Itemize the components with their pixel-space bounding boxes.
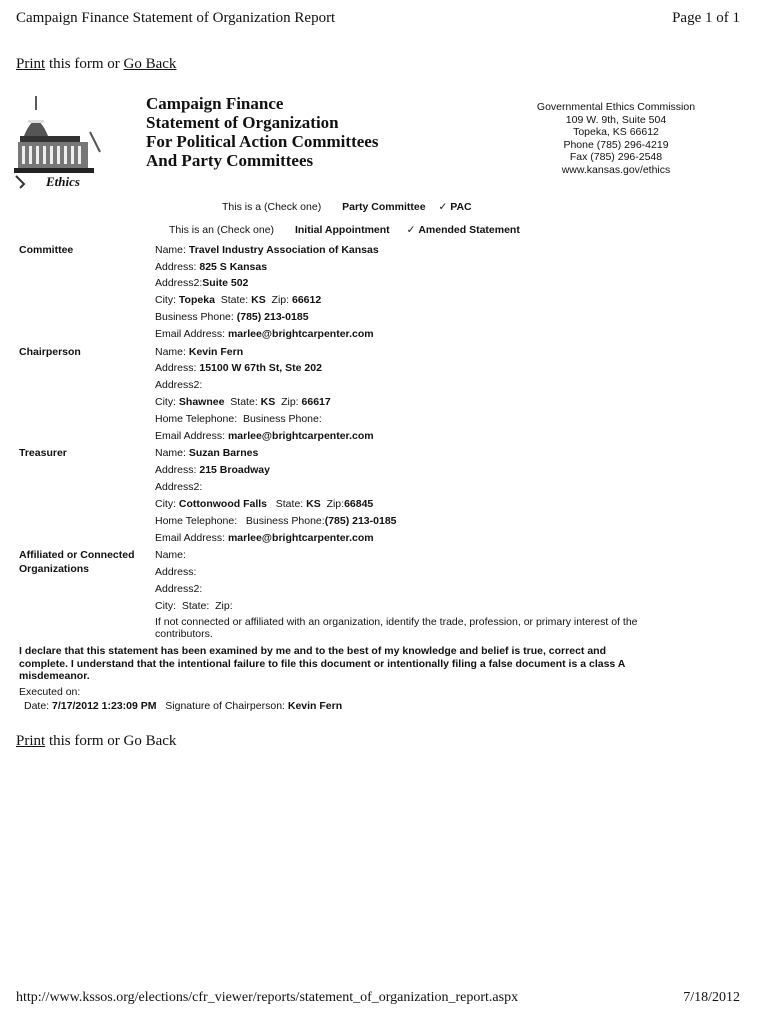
field-label: Zip: bbox=[271, 294, 290, 306]
chairperson-phone-row bbox=[155, 413, 322, 425]
check-mark-icon: ✓ bbox=[406, 224, 416, 236]
field-label: Name: bbox=[155, 549, 186, 561]
field-label: City: bbox=[155, 396, 176, 408]
amended-statement-option[interactable]: Amended Statement bbox=[418, 224, 520, 236]
execution-date: 7/17/2012 1:23:09 PM bbox=[52, 700, 157, 712]
treasurer-address2-row bbox=[155, 481, 202, 493]
committee-phone: (785) 213-0185 bbox=[236, 311, 309, 323]
page-number: Page 1 of 1 bbox=[672, 10, 740, 26]
field-label: Address: bbox=[155, 362, 197, 374]
declaration-line: I declare that this statement has been examined by me and to the best of my knowledge and belief is true, correct and bbox=[19, 645, 606, 657]
bottom-nav bbox=[16, 733, 176, 750]
treasurer-name-row bbox=[155, 447, 258, 459]
field-label: Address: bbox=[155, 261, 197, 273]
committee-phone-row bbox=[155, 311, 309, 323]
field-label: Email Address: bbox=[155, 430, 226, 442]
field-label: Name: bbox=[155, 346, 186, 358]
field-label: Home Telephone: bbox=[155, 413, 238, 425]
form-title-line: Campaign Finance bbox=[146, 94, 284, 113]
chairperson-address2-row bbox=[155, 379, 202, 391]
page-header-title: Campaign Finance Statement of Organization Report bbox=[16, 10, 336, 26]
affiliated-address2-row bbox=[155, 583, 202, 595]
pac-option[interactable]: PAC bbox=[450, 201, 472, 213]
affiliated-section-label bbox=[19, 549, 135, 575]
affiliated-city-row bbox=[155, 600, 233, 612]
affiliated-address-row bbox=[155, 566, 196, 578]
treasurer-city-row bbox=[155, 498, 373, 510]
commission-street: 109 W. 9th, Suite 504 bbox=[565, 113, 667, 126]
chairperson-zip: 66617 bbox=[301, 396, 331, 408]
commission-phone: Phone (785) 296-4219 bbox=[563, 138, 669, 151]
chairperson-name: Kevin Fern bbox=[188, 346, 244, 358]
field-label: Business Phone: bbox=[242, 413, 322, 425]
field-label: Address2: bbox=[155, 379, 203, 391]
top-nav-text: this form or bbox=[45, 56, 124, 72]
committee-email-row bbox=[155, 328, 374, 340]
committee-state: KS bbox=[251, 294, 266, 306]
field-label: Address2: bbox=[155, 583, 203, 595]
declaration-text bbox=[19, 645, 719, 683]
party-committee-option[interactable]: Party Committee bbox=[342, 201, 426, 213]
field-label: State: bbox=[181, 600, 210, 612]
field-label: Address2: bbox=[155, 277, 203, 289]
chairperson-address-row bbox=[155, 362, 322, 374]
committee-address-row bbox=[155, 261, 267, 273]
field-label: Name: bbox=[155, 447, 186, 459]
print-link[interactable]: Print bbox=[16, 733, 46, 749]
field-label: Zip: bbox=[281, 396, 299, 408]
committee-address2-row bbox=[155, 277, 248, 289]
field-label: Address: bbox=[155, 566, 197, 578]
chairperson-section-label: Chairperson bbox=[19, 346, 81, 358]
committee-type-row bbox=[222, 201, 472, 213]
committee-address: 825 S Kansas bbox=[199, 261, 268, 273]
field-label: City: bbox=[155, 600, 176, 612]
treasurer-zip: 66845 bbox=[344, 498, 374, 510]
go-back-link[interactable]: Go Back bbox=[123, 56, 177, 72]
field-label: Business Phone: bbox=[155, 311, 234, 323]
committee-address2: Suite 502 bbox=[202, 277, 249, 289]
field-label: Business Phone: bbox=[245, 515, 325, 527]
statement-type-row bbox=[169, 224, 520, 236]
field-label: Email Address: bbox=[155, 328, 226, 340]
form-title bbox=[146, 94, 378, 170]
treasurer-email: marlee@brightcarpenter.com bbox=[227, 532, 374, 544]
treasurer-phone-row bbox=[155, 515, 397, 527]
bottom-nav-text[interactable]: this form or Go Back bbox=[45, 733, 177, 749]
committee-city: Topeka bbox=[178, 294, 215, 306]
treasurer-address-row bbox=[155, 464, 270, 476]
committee-type-label: This is a (Check one) bbox=[222, 201, 322, 213]
treasurer-address: 215 Broadway bbox=[199, 464, 270, 476]
commission-website: www.kansas.gov/ethics bbox=[561, 163, 671, 176]
affiliated-label-line: Affiliated or Connected bbox=[19, 549, 135, 561]
form-title-line: Statement of Organization bbox=[146, 113, 339, 132]
declaration-line: misdemeanor. bbox=[19, 670, 90, 682]
field-label: City: bbox=[155, 294, 176, 306]
form-title-line: And Party Committees bbox=[146, 151, 314, 170]
declaration-line: complete. I understand that the intentional failure to file this document or intentionally filing a false document is a class A bbox=[19, 657, 626, 670]
committee-zip: 66612 bbox=[291, 294, 322, 306]
initial-appointment-option[interactable]: Initial Appointment bbox=[294, 224, 390, 236]
affiliated-note-line: contributors. bbox=[155, 628, 213, 640]
treasurer-city: Cottonwood Falls bbox=[178, 498, 267, 510]
chairperson-name-row bbox=[155, 346, 243, 358]
commission-fax: Fax (785) 296-2548 bbox=[569, 151, 663, 163]
commission-address bbox=[530, 101, 702, 176]
affiliated-note-line: If not connected or affiliated with an organization, identify the trade, profession, or primary interest of the bbox=[155, 616, 638, 628]
logo-ethics-text: Ethics bbox=[46, 174, 80, 189]
field-label: Date: bbox=[24, 700, 50, 712]
treasurer-business-phone: (785) 213-0185 bbox=[324, 515, 397, 527]
treasurer-email-row bbox=[155, 532, 374, 544]
field-label: State: bbox=[230, 396, 258, 408]
field-label: Home Telephone: bbox=[155, 515, 238, 527]
chairperson-city-row bbox=[155, 396, 331, 408]
execution-row bbox=[24, 700, 342, 712]
chairperson-state: KS bbox=[260, 396, 276, 408]
chairperson-city: Shawnee bbox=[178, 396, 225, 408]
check-mark-icon: ✓ bbox=[438, 201, 448, 213]
commission-city: Topeka, KS 66612 bbox=[573, 126, 659, 138]
field-label: State: bbox=[220, 294, 249, 306]
field-label: City: bbox=[155, 498, 176, 510]
committee-section-label: Committee bbox=[19, 244, 74, 256]
signature-name: Kevin Fern bbox=[287, 700, 343, 712]
commission-name: Governmental Ethics Commission bbox=[536, 101, 696, 113]
treasurer-section-label: Treasurer bbox=[19, 447, 67, 459]
committee-name: Travel Industry Association of Kansas bbox=[188, 244, 379, 256]
ethics-seal-logo bbox=[14, 92, 104, 192]
executed-on-label: Executed on: bbox=[19, 686, 81, 698]
committee-email: marlee@brightcarpenter.com bbox=[227, 328, 374, 340]
field-label: Name: bbox=[155, 244, 186, 256]
top-nav bbox=[16, 56, 176, 73]
print-link[interactable]: Print bbox=[16, 56, 46, 72]
field-label: Signature of Chairperson: bbox=[165, 700, 285, 712]
committee-city-row bbox=[155, 294, 321, 306]
field-label: Zip: bbox=[215, 600, 233, 612]
chairperson-address: 15100 W 67th St, Ste 202 bbox=[199, 362, 322, 374]
footer-url: http://www.kssos.org/elections/cfr_viewer/reports/statement_of_organization_report.aspx bbox=[16, 990, 519, 1005]
footer-date: 7/18/2012 bbox=[683, 990, 740, 1005]
field-label: Email Address: bbox=[155, 532, 226, 544]
field-label: Zip: bbox=[326, 498, 345, 510]
statement-type-label: This is an (Check one) bbox=[169, 224, 275, 236]
chairperson-email: marlee@brightcarpenter.com bbox=[227, 430, 374, 442]
field-label: Address2: bbox=[155, 481, 203, 493]
affiliated-label-line: Organizations bbox=[19, 563, 90, 575]
chairperson-email-row bbox=[155, 430, 374, 442]
affiliated-note bbox=[155, 616, 638, 640]
field-label: State: bbox=[275, 498, 304, 510]
treasurer-state: KS bbox=[306, 498, 321, 510]
committee-name-row bbox=[155, 244, 379, 256]
field-label: Address: bbox=[155, 464, 197, 476]
affiliated-name-row bbox=[155, 549, 186, 561]
form-title-line: For Political Action Committees bbox=[146, 132, 379, 151]
treasurer-name: Suzan Barnes bbox=[188, 447, 259, 459]
